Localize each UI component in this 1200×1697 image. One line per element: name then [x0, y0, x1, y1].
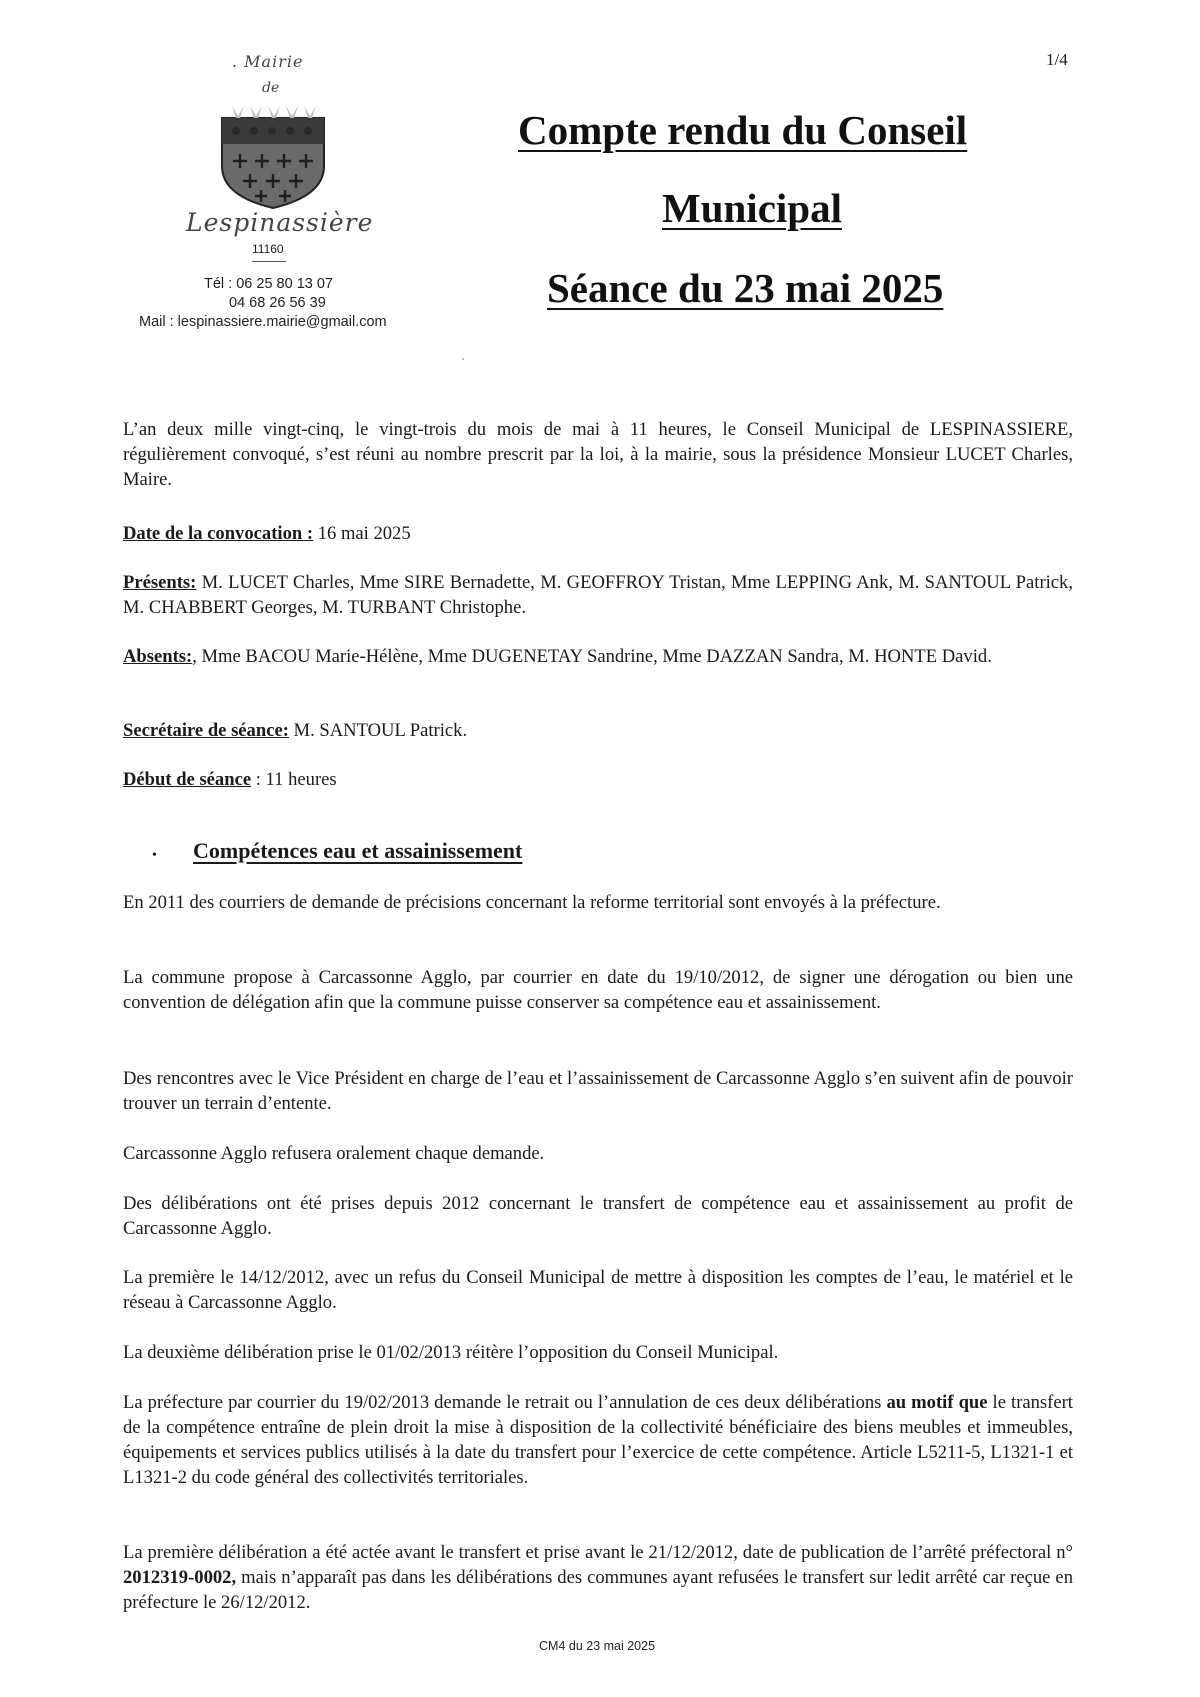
paragraph-8-text-a: La préfecture par courrier du 19/02/2013 demande le retrait ou l’annulation de ces deux délibérations	[123, 1392, 887, 1413]
debut-label: Début de séance	[123, 769, 252, 790]
postal-code-rule	[252, 261, 286, 262]
section-paragraph-9	[123, 1540, 1073, 1615]
section-paragraph-2: La commune propose à Carcassonne Agglo, par courrier en date du 19/10/2012, de signer une dérogation ou bien une convention de délégation afin que la commune puisse conserver sa compétence eau et assainissement.	[123, 967, 1073, 1013]
scan-speck	[462, 358, 464, 360]
debut-value: : 11 heures	[251, 769, 337, 790]
section-paragraph-3: Des rencontres avec le Vice Président en charge de l’eau et l’assainissement de Carcassonne Agglo s’en suivent afin de pouvoir trouver un terrain d’entente.	[123, 1068, 1073, 1114]
page-number: 1/4	[1046, 50, 1068, 69]
section-paragraph-4: Carcassonne Agglo refusera oralement chaque demande.	[123, 1143, 545, 1164]
absents-value: , Mme BACOU Marie-Hélène, Mme DUGENETAY Sandrine, Mme DAZZAN Sandra, M. HONTE David.	[192, 646, 992, 667]
paragraph-9-text-a: La première délibération a été actée avant le transfert et prise avant le 21/12/2012, date de publication de l’arrêté préfectoral n°	[123, 1542, 1073, 1563]
email-address: Mail : lespinassiere.mairie@gmail.com	[139, 314, 387, 330]
presents-paragraph	[123, 570, 1073, 620]
postal-code: 11160	[252, 242, 284, 256]
paragraph-9-bold: 2012319-0002,	[123, 1567, 237, 1588]
telephone-line-2: 04 68 26 56 39	[229, 295, 326, 311]
convocation-date	[123, 521, 1073, 546]
absents-paragraph	[123, 644, 1073, 669]
convocation-label: Date de la convocation :	[123, 523, 314, 544]
letterhead-de-script: de	[262, 80, 280, 96]
letterhead-town-script: Lespinassière	[186, 208, 374, 237]
intro-paragraph: L’an deux mille vingt-cinq, le vingt-trois du mois de mai à 11 heures, le Conseil Municipal de LESPINASSIERE, régulièrement convoqué, s’est réuni au nombre prescrit par la loi, à la mairie, sous la présidence Monsieur LUCET Charles, Maire.	[123, 419, 1073, 490]
secretaire-paragraph	[123, 718, 1073, 743]
telephone-line-1: Tél : 06 25 80 13 07	[204, 276, 333, 292]
letterhead-mairie-script: . Mairie	[232, 52, 304, 71]
secretaire-label: Secrétaire de séance:	[123, 720, 289, 741]
section-paragraph-8	[123, 1390, 1073, 1490]
absents-label: Absents:	[123, 646, 193, 667]
document-title-line-1: Compte rendu du Conseil	[518, 107, 968, 153]
paragraph-9-text-b: mais n’apparaît pas dans les délibérations des communes ayant refusées le transfert sur ledit arrêté car reçue en préfecture le 26/12/2012.	[123, 1567, 1073, 1613]
section-paragraph-1: En 2011 des courriers de demande de précisions concernant la reforme territorial sont envoyés à la préfecture.	[123, 892, 941, 913]
convocation-value: 16 mai 2025	[313, 523, 411, 544]
paragraph-8-bold: au motif que	[886, 1392, 988, 1413]
debut-paragraph	[123, 767, 1073, 792]
section-paragraph-7: La deuxième délibération prise le 01/02/2013 réitère l’opposition du Conseil Municipal.	[123, 1342, 779, 1363]
coat-of-arms-icon	[218, 104, 328, 210]
presents-label: Présents:	[123, 572, 197, 593]
section-paragraph-5: Des délibérations ont été prises depuis 2012 concernant le transfert de compétence eau et assainissement au profit de Carcassonne Agglo.	[123, 1193, 1073, 1239]
document-title-line-2: Municipal	[662, 185, 842, 231]
session-date-title: Séance du 23 mai 2025	[547, 265, 944, 311]
page-footer: CM4 du 23 mai 2025	[539, 1639, 656, 1653]
section-bullet: •	[152, 848, 157, 863]
section-heading: Compétences eau et assainissement	[193, 838, 523, 863]
paragraph-8-text-b: le transfert de la compétence entraîne de plein droit la mise à disposition de la collectivité bénéficiaire des biens meubles et immeubles, équipements et services publics utilisés à la date du transfert pour l’exercice de cette compétence. Article L5211-5, L1321-1 et L1321-2 du code général des collectivités territoriales.	[123, 1392, 1073, 1488]
secretaire-value: M. SANTOUL Patrick.	[288, 720, 468, 741]
section-paragraph-6: La première le 14/12/2012, avec un refus du Conseil Municipal de mettre à disposition les comptes de l’eau, le matériel et le réseau à Carcassonne Agglo.	[123, 1267, 1073, 1313]
presents-value: M. LUCET Charles, Mme SIRE Bernadette, M. GEOFFROY Tristan, Mme LEPPING Ank, M. SANTOUL Patrick, M. CHABBERT Georges, M. TURBANT Christophe.	[123, 572, 1073, 618]
